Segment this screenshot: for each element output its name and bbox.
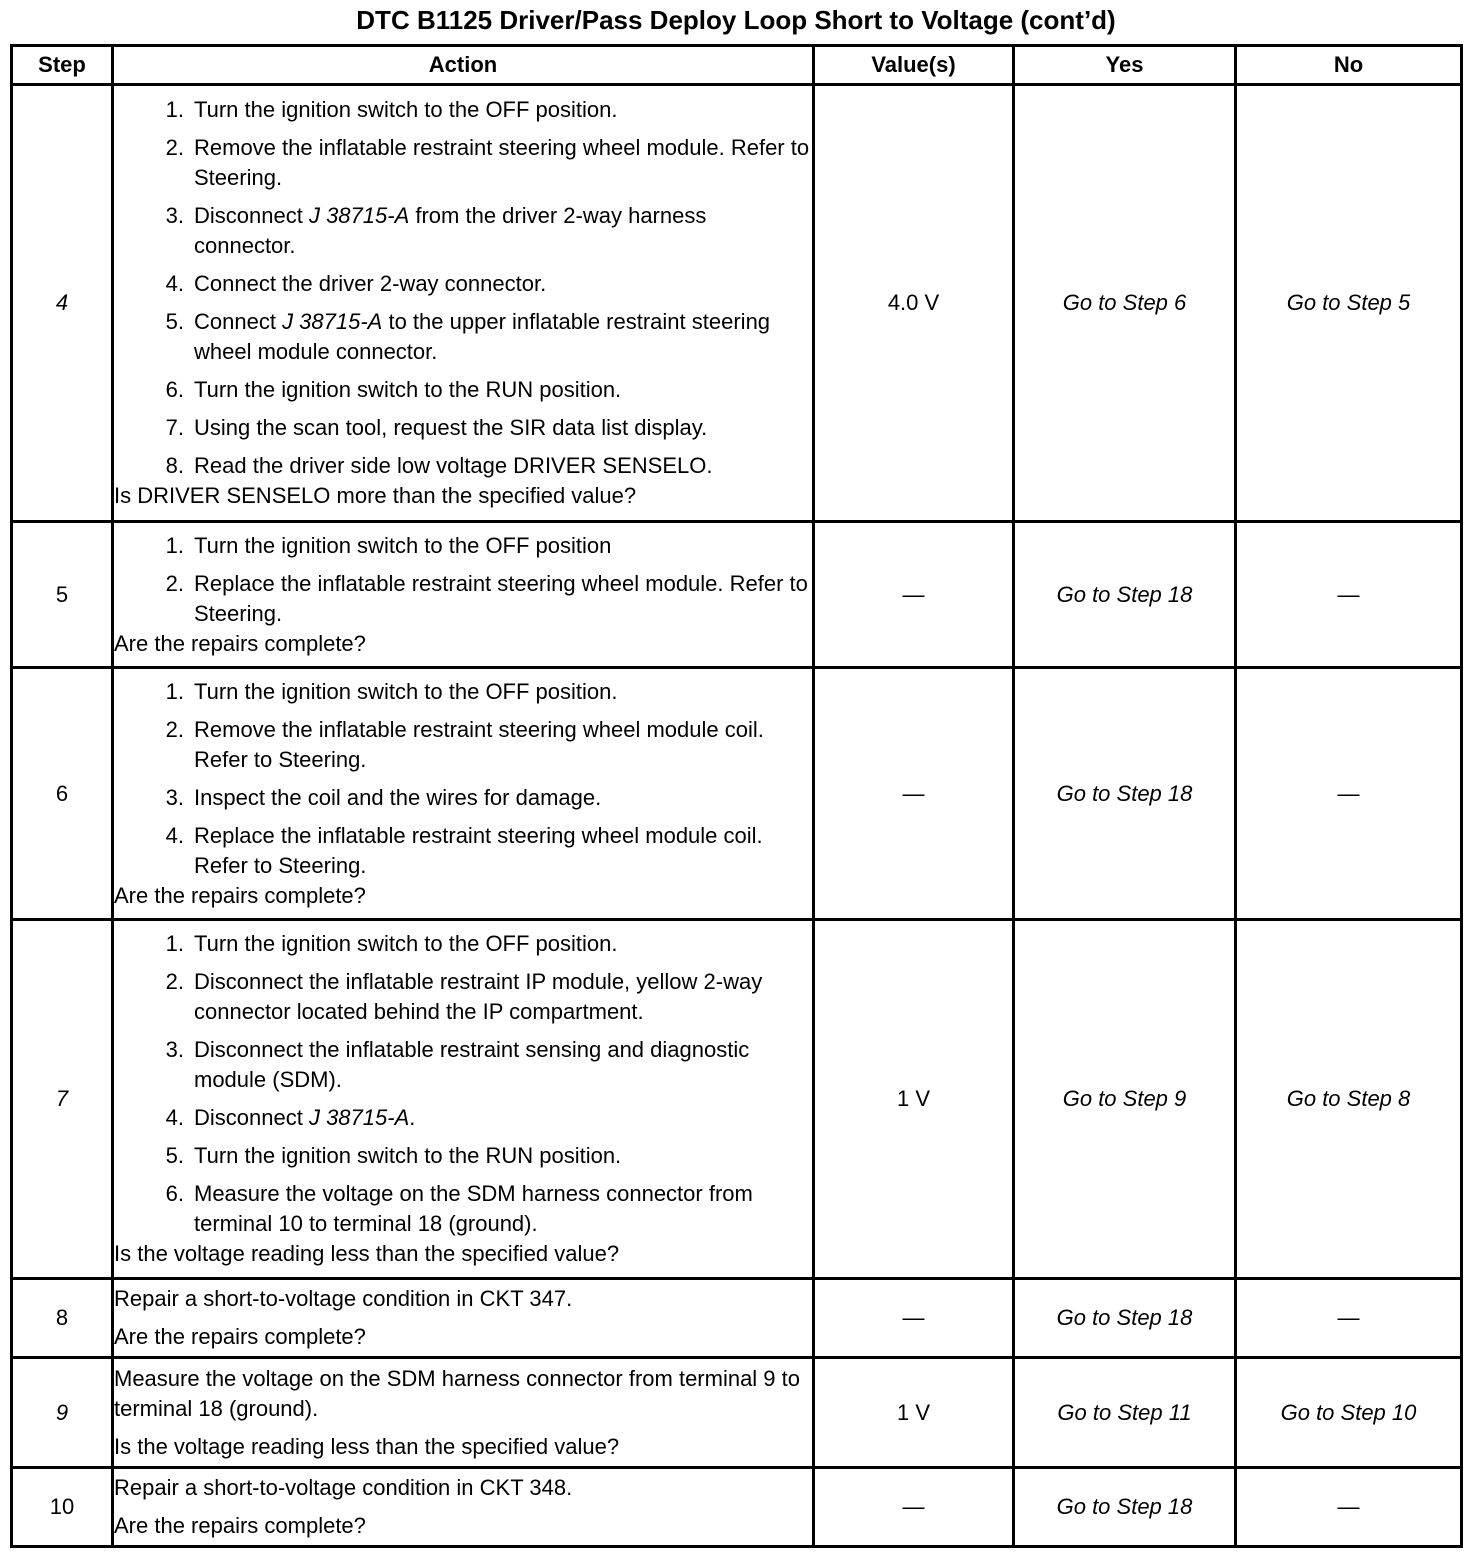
action-cell: [113, 1468, 814, 1547]
list-item: 3. Disconnect J 38715-A from the driver 2-way harness connector.: [165, 203, 707, 258]
list-item: 2. Remove the inflatable restraint steering wheel module coil. Refer to Steering.: [165, 716, 764, 772]
table-row: [12, 1358, 1462, 1468]
action-list: [114, 929, 812, 1239]
step-number: 5: [12, 522, 113, 668]
yes-cell: Go to Step 18: [1014, 1468, 1236, 1547]
action-list: [114, 531, 812, 629]
table-header-row: [12, 46, 1462, 85]
value-cell: —: [814, 1468, 1014, 1547]
list-item: 3. Disconnect the inflatable restraint sensing and diagnostic module (SDM).: [165, 1037, 750, 1092]
step-number: 9: [12, 1358, 113, 1468]
list-item: 5. Connect J 38715-A to the upper inflatable restraint steering wheel module connector.: [165, 309, 771, 364]
list-item: 4. Replace the inflatable restraint steering wheel module coil. Refer to Steering.: [165, 822, 763, 878]
header-step: Step: [12, 46, 113, 85]
question-text: Are the repairs complete?: [114, 1324, 366, 1349]
list-item: 4. Connect the driver 2-way connector.: [165, 271, 547, 296]
list-item: 3. Inspect the coil and the wires for damage.: [165, 784, 602, 810]
action-list: [114, 677, 812, 881]
yes-cell: Go to Step 6: [1014, 85, 1236, 522]
header-action: Action: [113, 46, 814, 85]
yes-cell: Go to Step 9: [1014, 920, 1236, 1279]
value-cell: —: [814, 668, 1014, 920]
no-cell: —: [1236, 522, 1462, 668]
action-cell: [113, 85, 814, 522]
list-item: 1. Turn the ignition switch to the OFF position.: [165, 931, 618, 956]
tool-reference: J 38715-A: [282, 309, 383, 334]
list-item: 1. Turn the ignition switch to the OFF position: [165, 532, 612, 558]
step-number: 8: [12, 1279, 113, 1358]
question-text: Are the repairs complete?: [114, 1513, 366, 1538]
list-item: 2. Remove the inflatable restraint steering wheel module. Refer to Steering.: [165, 135, 810, 190]
header-yes: Yes: [1014, 46, 1236, 85]
no-cell: Go to Step 10: [1236, 1358, 1462, 1468]
value-cell: 4.0 V: [814, 85, 1014, 522]
action-cell: [113, 668, 814, 920]
table-row: [12, 522, 1462, 668]
action-cell: [113, 920, 814, 1279]
list-item: 2. Replace the inflatable restraint steering wheel module. Refer to Steering.: [165, 570, 808, 626]
value-cell: —: [814, 1279, 1014, 1358]
question-text: Are the repairs complete?: [114, 882, 366, 908]
yes-cell: Go to Step 18: [1014, 1279, 1236, 1358]
no-cell: —: [1236, 668, 1462, 920]
value-cell: 1 V: [814, 920, 1014, 1279]
table-row: [12, 1468, 1462, 1547]
yes-cell: Go to Step 18: [1014, 668, 1236, 920]
header-values: Value(s): [814, 46, 1014, 85]
list-item: 2. Disconnect the inflatable restraint IP module, yellow 2-way connector located behind the IP compartment.: [165, 969, 763, 1024]
action-cell: [113, 1358, 814, 1468]
yes-cell: Go to Step 11: [1014, 1358, 1236, 1468]
action-text: Measure the voltage on the SDM harness connector from terminal 9 to terminal 18 (ground).: [114, 1365, 801, 1421]
list-item: 7. Using the scan tool, request the SIR data list display.: [165, 415, 708, 440]
list-item: 8. Read the driver side low voltage DRIVER SENSELO.: [165, 453, 713, 478]
action-cell: [113, 1279, 814, 1358]
action-list: [114, 95, 812, 481]
no-cell: —: [1236, 1468, 1462, 1547]
question-text: Is the voltage reading less than the specified value?: [114, 1433, 620, 1459]
list-item: 6. Measure the voltage on the SDM harness connector from terminal 10 to terminal 18 (ground).: [165, 1181, 753, 1236]
yes-cell: Go to Step 18: [1014, 522, 1236, 668]
value-cell: —: [814, 522, 1014, 668]
table-row: [12, 85, 1462, 522]
no-cell: Go to Step 5: [1236, 85, 1462, 522]
list-item: 6. Turn the ignition switch to the RUN position.: [165, 377, 622, 402]
table-row: [12, 1279, 1462, 1358]
table-row: [12, 920, 1462, 1279]
tool-reference: J 38715-A: [308, 203, 410, 228]
action-text: Repair a short-to-voltage condition in CKT 347.: [114, 1286, 573, 1311]
list-item: 5. Turn the ignition switch to the RUN position.: [165, 1143, 622, 1168]
diagnostic-table: [10, 44, 1463, 1548]
table-row: [12, 668, 1462, 920]
header-no: No: [1236, 46, 1462, 85]
action-text: Repair a short-to-voltage condition in CKT 348.: [114, 1475, 573, 1500]
step-number: 4: [12, 85, 113, 522]
tool-reference: J 38715-A: [308, 1105, 410, 1130]
no-cell: Go to Step 8: [1236, 920, 1462, 1279]
question-text: Are the repairs complete?: [114, 630, 366, 656]
step-number: 7: [12, 920, 113, 1279]
action-cell: [113, 522, 814, 668]
no-cell: —: [1236, 1279, 1462, 1358]
step-number: 10: [12, 1468, 113, 1547]
list-item: 1. Turn the ignition switch to the OFF position.: [165, 678, 618, 704]
list-item: 4. Disconnect J 38715-A.: [165, 1105, 416, 1130]
question-text: Is DRIVER SENSELO more than the specified value?: [114, 483, 637, 508]
question-text: Is the voltage reading less than the specified value?: [114, 1241, 620, 1266]
page-title: DTC B1125 Driver/Pass Deploy Loop Short to Voltage (cont’d): [356, 5, 1116, 35]
value-cell: 1 V: [814, 1358, 1014, 1468]
step-number: 6: [12, 668, 113, 920]
list-item: 1. Turn the ignition switch to the OFF position.: [165, 97, 618, 122]
